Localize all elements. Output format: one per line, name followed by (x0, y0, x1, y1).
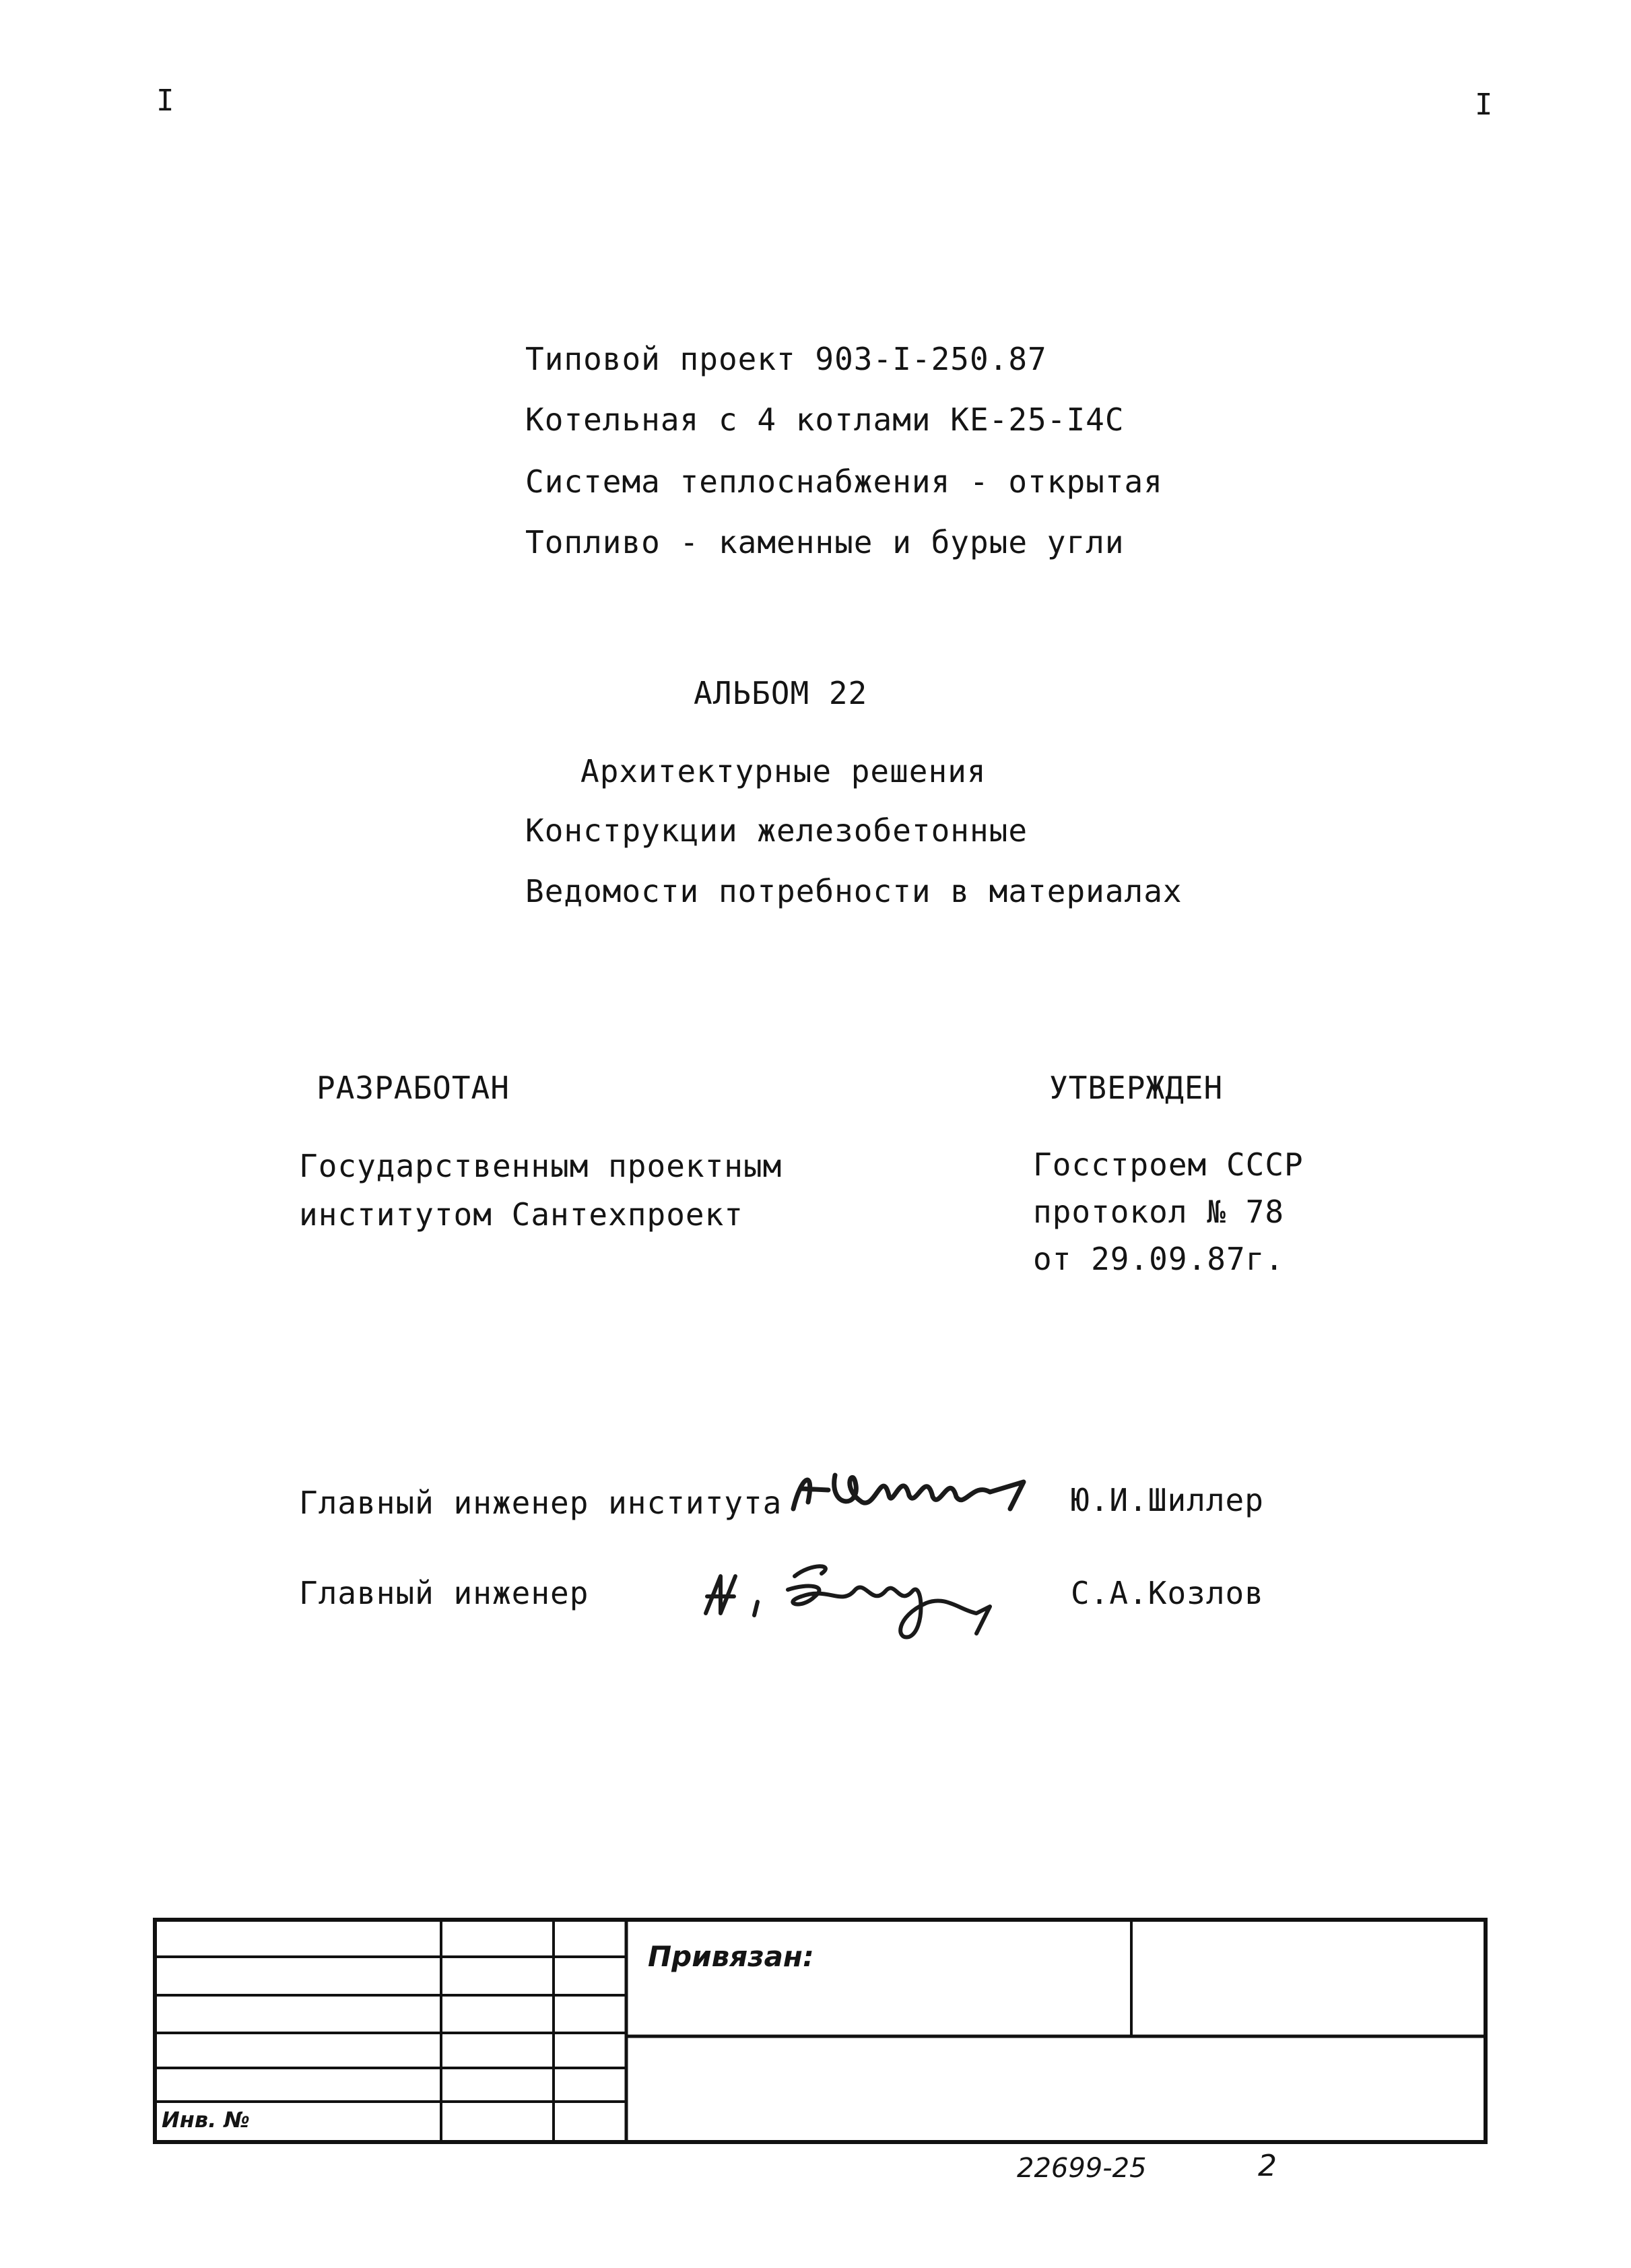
stamp-inventory-label: Инв. № (162, 2107, 250, 2133)
signature-role: Главный инженер (299, 1575, 589, 1611)
approved-line: от 29.09.87г. (1033, 1241, 1285, 1277)
developed-heading: РАЗРАБОТАН (317, 1070, 510, 1106)
corner-mark-left: I (156, 84, 175, 118)
approved-line: протокол № 78 (1033, 1194, 1285, 1230)
project-boiler-house: Котельная с 4 котлами КЕ-25-I4С (525, 401, 1125, 438)
corner-mark-right: I (1475, 88, 1494, 122)
signature-role: Главный инженер института (299, 1485, 783, 1521)
developed-line: институтом Сантехпроект (299, 1196, 743, 1233)
approved-heading: УТВЕРЖДЕН (1049, 1070, 1224, 1106)
signature-name: С.А.Козлов (1071, 1575, 1264, 1611)
album-title: АЛЬБОМ 22 (694, 675, 868, 711)
project-title: Типовой проект 903-I-250.87 (525, 341, 1047, 377)
project-heating-system: Система теплоснабжения - открытая (525, 463, 1163, 500)
project-fuel: Топливо - каменные и бурые угли (525, 524, 1125, 560)
signature-name: Ю.И.Шиллер (1071, 1482, 1264, 1518)
approved-line: Госстроем СССР (1033, 1146, 1304, 1183)
stamp-bound-label: Привязан: (648, 1940, 814, 1973)
album-item: Ведомости потребности в материалах (525, 873, 1183, 909)
page-number: 2 (1258, 2149, 1277, 2183)
document-number: 22699-25 (1017, 2153, 1147, 2184)
album-item: Конструкции железобетонные (525, 812, 1028, 849)
developed-line: Государственным проектным (299, 1148, 783, 1184)
album-item: Архитектурные решения (580, 753, 987, 789)
